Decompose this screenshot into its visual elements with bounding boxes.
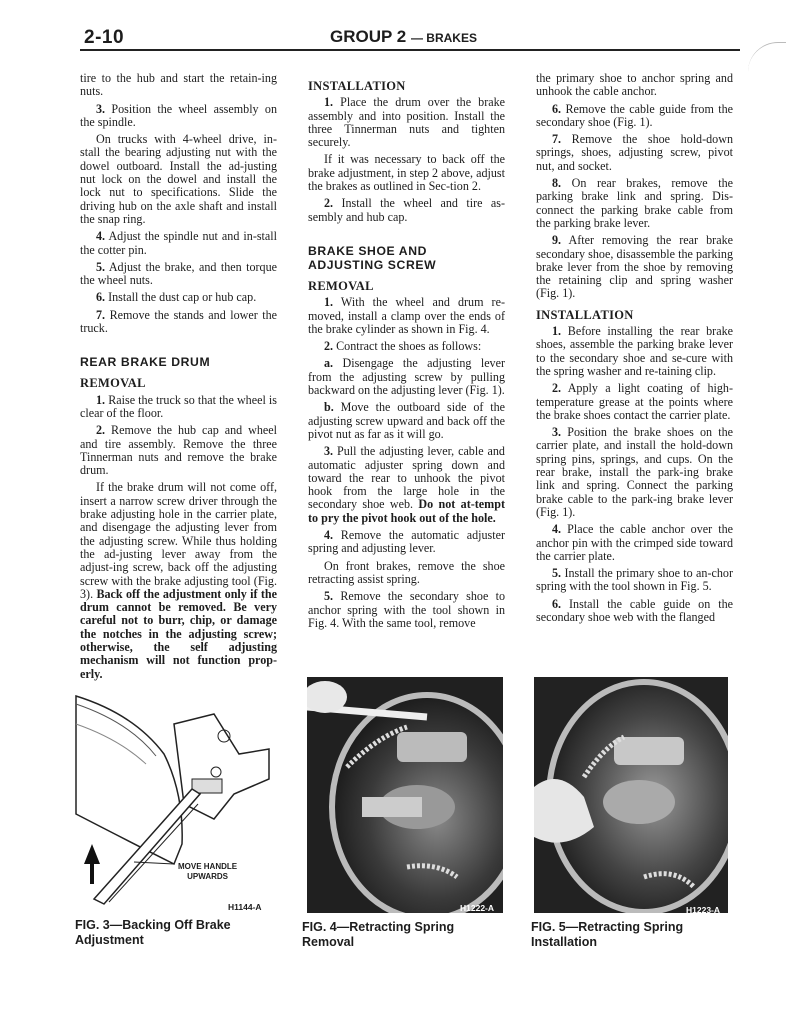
subsection-heading: INSTALLATION: [536, 307, 634, 322]
fig3-callout: [178, 862, 237, 882]
step-number: 6.: [96, 290, 106, 305]
fig3-caption: [75, 918, 231, 948]
paragraph-text: Install the primary shoe to an-chor spring with the tool shown in Fig. 5.: [536, 566, 733, 594]
fig3-illustration: [74, 694, 284, 916]
section-heading: REAR BRAKE DRUM: [80, 355, 211, 370]
paragraph-text: Remove the automatic adjuster spring and adjusting lever.: [308, 528, 505, 556]
step-number: 3.: [324, 444, 334, 459]
fig3-caption-line1: FIG. 3—Backing Off Brake: [75, 918, 231, 932]
paragraph: [308, 357, 505, 397]
paragraph: [308, 96, 505, 149]
fig3-caption-line2: Adjustment: [75, 933, 144, 947]
paragraph-text: Adjust the spindle nut and in-stall the cotter pin.: [80, 229, 277, 257]
step-number: 3.: [96, 101, 106, 116]
paragraph: [536, 382, 733, 422]
paragraph-text: Remove the hub cap and wheel and tire assembly. Remove the three Tinnerman nuts and remove the brake drum.: [80, 423, 277, 478]
fig3-callout-line1: MOVE HANDLE: [178, 862, 238, 871]
step-number: 8.: [552, 176, 562, 191]
paragraph: [80, 72, 277, 99]
fig5-caption-line2: Installation: [531, 935, 597, 949]
paragraph-text: Pull the adjusting lever, cable and automatic adjuster spring down and toward the rear to unhook the pivot hook from the large hole in the secondary shoe web.: [308, 444, 505, 512]
paragraph-text: Remove the shoe hold-down springs, shoes, adjusting screw, pivot nut, and socket.: [536, 132, 734, 173]
paragraph-text: Remove the secondary shoe to anchor spring with the tool shown in Fig. 4. With the same tool, remove: [308, 589, 505, 630]
subsection-heading: INSTALLATION: [308, 79, 406, 93]
step-number: 2.: [324, 339, 334, 354]
fig4-caption-line1: FIG. 4—Retracting Spring: [302, 920, 455, 934]
page-corner: [748, 42, 786, 73]
paragraph-text: Install the wheel and tire as-sembly and hub cap.: [308, 196, 505, 224]
text-column-right: [536, 72, 733, 628]
caution-text: Do not at-tempt to pry the pivot hook out of the hole.: [308, 497, 506, 525]
section-heading: BRAKE SHOE AND ADJUSTING SCREW: [308, 243, 437, 272]
paragraph: [536, 103, 733, 130]
fig3-code: H1144-A: [228, 902, 262, 912]
step-number: 5.: [324, 589, 334, 604]
paragraph-text: If the brake drum will not come off, insert a narrow screw driver through the brake adjusting hole in the carrier plate, and disengage the adjusting lever from the adjusting screw. While thus holding the ad-justing lever away from the adjust-ing screw, back off the adjusting screw with the brake adjusting tool (Fig. 3).: [80, 480, 277, 601]
paragraph-text: If it was necessary to back off the brake adjustment, in step 2 above, adjust the brakes as outlined in Sec-tion 2.: [308, 152, 505, 194]
paragraph: [80, 103, 277, 130]
paragraph-text: On front brakes, remove the shoe retracting assist spring.: [308, 558, 505, 586]
fig5-code: H1223-A: [686, 905, 721, 915]
fig4-code: H1222-A: [460, 903, 495, 913]
step-number: 4.: [96, 229, 106, 244]
fig4-photo: [307, 677, 503, 913]
paragraph: [308, 590, 505, 630]
header-rule: [80, 49, 740, 51]
step-number: 1.: [96, 392, 106, 407]
paragraph-text: Position the brake shoes on the carrier plate, and install the hold-down spring pins, springs, and cups. On the rear brake, install the park-ing brake link and spring. Connect the parking brake cable to the park-ing brake lever (Fig. 1).: [536, 425, 733, 519]
paragraph: [536, 72, 733, 99]
paragraph-text: Adjust the brake, and then torque the wheel nuts.: [80, 259, 277, 288]
caution-text: Back off the adjustment only if the drum cannot be removed. Be very careful not to burr, chip, or damage the notches in the adjusting screw; otherwise, the self adjusting mechanism will not function prop-erly.: [80, 586, 277, 681]
running-header: [330, 27, 477, 47]
paragraph: [80, 291, 277, 304]
step-number: 7.: [552, 132, 562, 147]
step-number: 3.: [552, 425, 562, 440]
paragraph-text: With the wheel and drum re-moved, install a clamp over the ends of the brake cylinder as shown in Fig. 4.: [308, 295, 505, 336]
paragraph: [308, 340, 505, 353]
step-number: 5.: [96, 259, 106, 274]
paragraph: [536, 426, 733, 519]
paragraph: [80, 424, 277, 477]
paragraph-text: Disengage the adjusting lever from the adjusting screw by pulling backward on the adjusting lever (Fig. 1).: [308, 356, 505, 398]
step-number: 4.: [552, 522, 562, 537]
text-column-left: [80, 72, 277, 685]
paragraph: [536, 177, 733, 230]
paragraph: [536, 598, 733, 625]
paragraph-text: Position the wheel assembly on the spindle.: [80, 101, 277, 129]
paragraph-text: Install the cable guide on the secondary shoe web with the flanged: [536, 596, 733, 624]
paragraph: [308, 296, 505, 336]
paragraph-text: Raise the truck so that the wheel is clear of the floor.: [80, 392, 277, 420]
paragraph-text: Remove the stands and lower the truck.: [80, 307, 278, 336]
fig5-caption: [531, 920, 683, 950]
paragraph: [80, 133, 277, 226]
paragraph-text: On rear brakes, remove the parking brake link and spring. Dis-connect the parking brake cable from the parking brake lever.: [536, 176, 733, 230]
section-label: — BRAKES: [410, 31, 477, 45]
paragraph-text: Place the drum over the brake assembly and into position. Install the three Tinnerman nuts and tighten securely.: [308, 95, 506, 150]
step-number: 1.: [324, 295, 334, 310]
subsection-heading: REMOVAL: [80, 376, 146, 391]
paragraph: [308, 560, 505, 587]
paragraph-text: Place the cable anchor over the anchor pin with the crimped side toward the carrier plate.: [536, 522, 733, 563]
paragraph: [536, 567, 733, 594]
step-number: a.: [324, 356, 334, 371]
paragraph-text: the primary shoe to anchor spring and unhook the cable anchor.: [536, 71, 733, 99]
paragraph: [308, 529, 505, 556]
paragraph: [536, 325, 733, 378]
paragraph: [536, 234, 733, 300]
fig4-caption: [302, 920, 454, 950]
step-number: 2.: [552, 381, 562, 396]
paragraph: [308, 197, 505, 224]
step-number: b.: [324, 400, 334, 415]
subsection-heading: REMOVAL: [308, 278, 374, 293]
group-label: GROUP 2: [330, 27, 407, 46]
step-number: 2.: [96, 423, 106, 438]
paragraph: [536, 523, 733, 563]
fig3-callout-line2: UPWARDS: [187, 872, 228, 881]
paragraph-text: After removing the rear brake secondary shoe, disassemble the parking brake lever from the shoe by removing the retaining clip and spring washer (Fig. 1).: [536, 233, 733, 301]
paragraph: [80, 481, 277, 680]
paragraph-text: On trucks with 4-wheel drive, in-stall the bearing adjusting nut with the dowel outboard. Install the ad-justing nut lock on the dowel and install the lock nut to specifications. Slide the driving hub on the axle shaft and install the snap ring.: [80, 132, 277, 226]
paragraph: [80, 309, 277, 336]
step-number: 6.: [552, 101, 562, 116]
text-column-middle: [308, 72, 505, 634]
step-number: 7.: [96, 307, 106, 322]
paragraph-text: Apply a light coating of high-temperature grease at the points where the brake shoes contact the carrier plate.: [536, 381, 734, 422]
paragraph: [80, 230, 277, 257]
paragraph: [308, 153, 505, 193]
fig5-caption-line1: FIG. 5—Retracting Spring: [531, 920, 684, 934]
paragraph: [308, 445, 505, 525]
paragraph-text: Contract the shoes as follows:: [336, 339, 482, 354]
fig5-photo: [534, 677, 728, 913]
paragraph-text: tire to the hub and start the retain-ing nuts.: [80, 71, 277, 99]
paragraph: [308, 401, 505, 441]
step-number: 2.: [324, 196, 334, 211]
step-number: 4.: [324, 528, 334, 543]
step-number: 5.: [552, 566, 562, 581]
step-number: 6.: [552, 596, 562, 611]
paragraph: [80, 261, 277, 288]
page-number: 2-10: [84, 27, 125, 48]
fig4-caption-line2: Removal: [302, 935, 355, 949]
paragraph-text: Remove the cable guide from the secondary shoe (Fig. 1).: [536, 101, 734, 129]
paragraph: [80, 394, 277, 421]
step-number: 9.: [552, 233, 562, 248]
step-number: 1.: [324, 95, 334, 110]
paragraph: [536, 133, 733, 173]
paragraph-text: Before installing the rear brake shoes, assemble the parking brake lever to the secondary shoe and se-cure with the spring washer and re-taining clip.: [536, 324, 733, 378]
paragraph-text: Move the outboard side of the adjusting screw upward and back off the pivot nut as far as it will go.: [308, 400, 505, 441]
paragraph-text: Install the dust cap or hub cap.: [108, 290, 257, 305]
step-number: 1.: [552, 324, 562, 339]
